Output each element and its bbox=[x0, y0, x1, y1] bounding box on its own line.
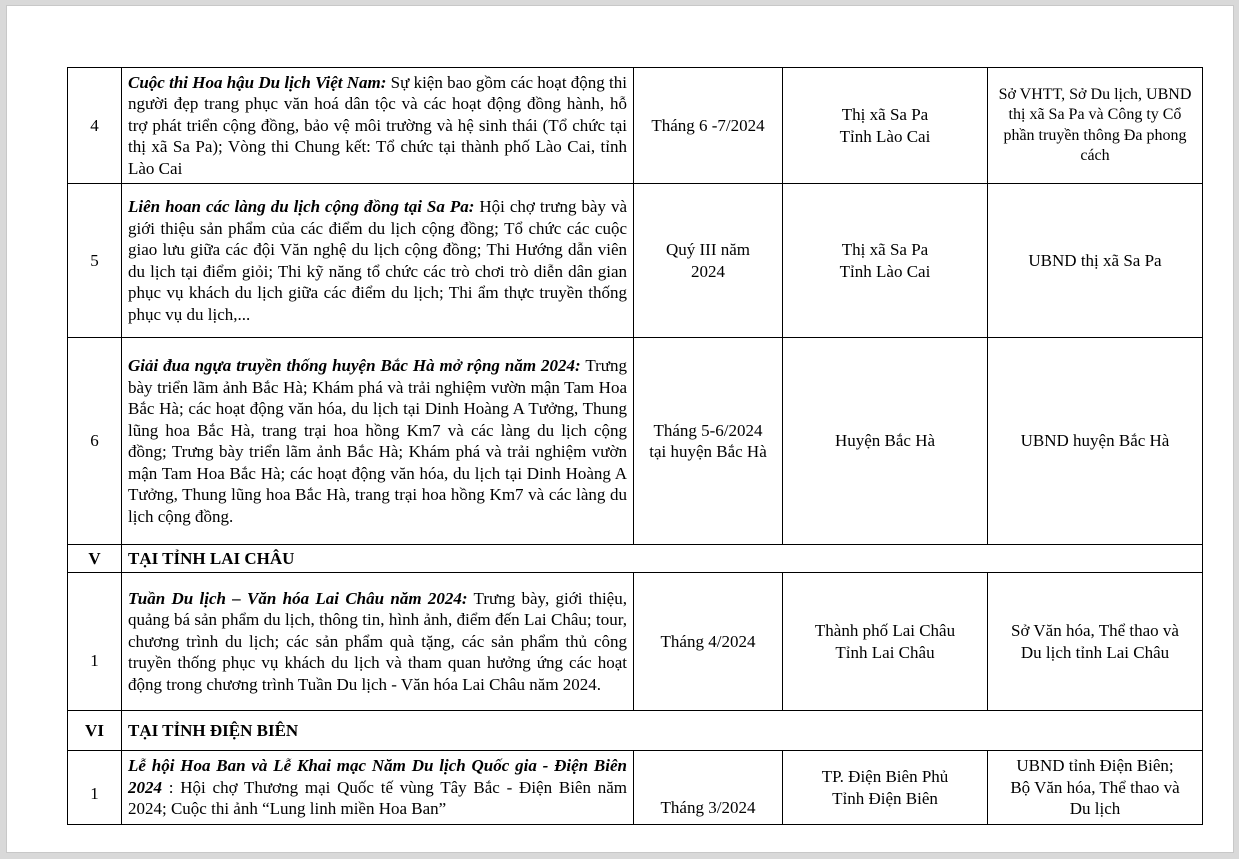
row-unit: UBND huyện Bắc Hà bbox=[988, 338, 1203, 545]
unit-line: Bộ Văn hóa, Thể thao và bbox=[1010, 777, 1180, 797]
row-number: 1 bbox=[68, 573, 122, 711]
event-title: Giải đua ngựa truyền thống huyện Bắc Hà mở rộng năm 2024: bbox=[128, 356, 581, 375]
time-line: Quý III năm bbox=[665, 240, 751, 259]
row-time bbox=[634, 338, 783, 545]
section-row bbox=[68, 711, 1203, 751]
event-title: Cuộc thi Hoa hậu Du lịch Việt Nam: bbox=[128, 72, 387, 92]
section-number: VI bbox=[68, 711, 122, 751]
place-line: Thị xã Sa Pa bbox=[841, 105, 929, 124]
row-unit: Sở VHTT, Sở Du lịch, UBND thị xã Sa Pa và Công ty Cổ phần truyền thông Đa phong cách bbox=[988, 68, 1203, 184]
row-time bbox=[634, 184, 783, 338]
row-content bbox=[122, 68, 634, 184]
unit-line: Du lịch tỉnh Lai Châu bbox=[1020, 642, 1170, 662]
place-line: Tỉnh Điện Biên bbox=[832, 788, 938, 808]
event-title: Liên hoan các làng du lịch cộng đồng tại Sa Pa: bbox=[128, 197, 475, 216]
time-line: Tháng 5-6/2024 bbox=[653, 420, 763, 440]
row-time: Tháng 4/2024 bbox=[634, 573, 783, 711]
place-line: Thị xã Sa Pa bbox=[841, 240, 929, 259]
row-number: 4 bbox=[68, 68, 122, 184]
place-line: Tỉnh Lai Châu bbox=[835, 642, 935, 662]
row-place bbox=[783, 573, 988, 711]
row-place bbox=[783, 184, 988, 338]
section-row bbox=[68, 545, 1203, 573]
event-description: : Hội chợ Thương mại Quốc tế vùng Tây Bắc - Điện Biên năm 2024; Cuộc thi ảnh “Lung linh miền Hoa Ban” bbox=[128, 777, 628, 819]
table-row bbox=[68, 751, 1203, 825]
event-title: Lễ hội Hoa Ban và Lễ Khai mạc Năm Du lịch Quốc gia - Điện Biên 2024 bbox=[128, 756, 627, 797]
event-description: Sự kiện bao gồm các hoạt động thi người đẹp trang phục văn hoá dân tộc và các hoạt động đồng hành, hỗ trợ phát triển cộng đồng, bảo vệ môi trường và hệ sinh thái (Tổ chức tại thị xã Sa Pa); Vòng thi Chung kết: Tổ chức tại thành phố Lào Cai, tỉnh Lào Cai bbox=[128, 72, 627, 178]
table-row bbox=[68, 573, 1203, 711]
time-line: tại huyện Bắc Hà bbox=[649, 442, 767, 461]
event-title: Tuần Du lịch – Văn hóa Lai Châu năm 2024: bbox=[128, 588, 468, 608]
row-unit: UBND thị xã Sa Pa bbox=[988, 184, 1203, 338]
event-description: Trưng bày triển lãm ảnh Bắc Hà; Khám phá và trải nghiệm vườn mận Tam Hoa Bắc Hà; các hoạt động văn hóa, du lịch tại Dinh Hoàng A Tưởng, Thung lũng hoa Bắc Hà, trang trại hoa hồng Km7 và các làng du lịch cộng đồng; Trưng bày triển lãm ảnh Bắc Hà; Khám phá và trải nghiệm vườn mận Tam Hoa Bắc Hà; các hoạt động văn hóa, du lịch tại Dinh Hoàng A Tưởng, Thung lũng hoa Bắc Hà, trang trại hoa hồng Km7 và các làng du lịch cộng đồng. bbox=[128, 356, 627, 526]
row-unit bbox=[988, 751, 1203, 825]
place-line: Tỉnh Lào Cai bbox=[839, 261, 931, 281]
row-time: Tháng 6 -7/2024 bbox=[634, 68, 783, 184]
place-line: Thành phố Lai Châu bbox=[814, 621, 956, 640]
row-place: Huyện Bắc Hà bbox=[783, 338, 988, 545]
row-time: Tháng 3/2024 bbox=[634, 751, 783, 825]
row-content bbox=[122, 573, 634, 711]
row-place bbox=[783, 68, 988, 184]
row-content bbox=[122, 184, 634, 338]
row-number: 6 bbox=[68, 338, 122, 545]
row-content bbox=[122, 338, 634, 545]
section-title: TẠI TỈNH LAI CHÂU bbox=[122, 545, 1203, 573]
event-description: Trưng bày, giới thiệu, quảng bá sản phẩm du lịch, thông tin, hình ảnh, điểm đến Lai Châu; tour, chương trình du lịch; các sản phẩm quà tặng, các sản phẩm thủ công truyền thống phục vụ khách du lịch và tham quan hưởng ứng các hoạt động trong chương trình Tuần Du lịch - Văn hóa Lai Châu năm 2024. bbox=[128, 588, 627, 694]
event-description: Hội chợ trưng bày và giới thiệu sản phẩm của các điểm du lịch cộng đồng; Tổ chức các cuộc giao lưu giữa các đội Văn nghệ du lịch cộng đồng; Thi Hướng dẫn viên du lịch tại điểm giỏi; Thi kỹ năng tổ chức các trò chơi trò diễn dân gian phục vụ khách du lịch giữa các điểm du lịch; Thi ẩm thực truyền thống phục vụ du lịch,... bbox=[128, 197, 627, 324]
unit-line: Sở Văn hóa, Thể thao và bbox=[1011, 621, 1179, 640]
row-number: 1 bbox=[68, 751, 122, 825]
row-number: 5 bbox=[68, 184, 122, 338]
section-number: V bbox=[68, 545, 122, 573]
row-place bbox=[783, 751, 988, 825]
document-page bbox=[6, 5, 1234, 853]
place-line: TP. Điện Biên Phủ bbox=[821, 767, 949, 786]
table-row bbox=[68, 338, 1203, 545]
unit-line: Du lịch bbox=[1069, 799, 1121, 819]
table-row bbox=[68, 68, 1203, 184]
unit-line: UBND tỉnh Điện Biên; bbox=[1016, 756, 1174, 776]
events-table bbox=[67, 67, 1203, 825]
row-unit bbox=[988, 573, 1203, 711]
section-title: TẠI TỈNH ĐIỆN BIÊN bbox=[122, 711, 1203, 751]
time-line: 2024 bbox=[691, 261, 725, 281]
row-content bbox=[122, 751, 634, 825]
table-row bbox=[68, 184, 1203, 338]
place-line: Tỉnh Lào Cai bbox=[839, 126, 931, 146]
